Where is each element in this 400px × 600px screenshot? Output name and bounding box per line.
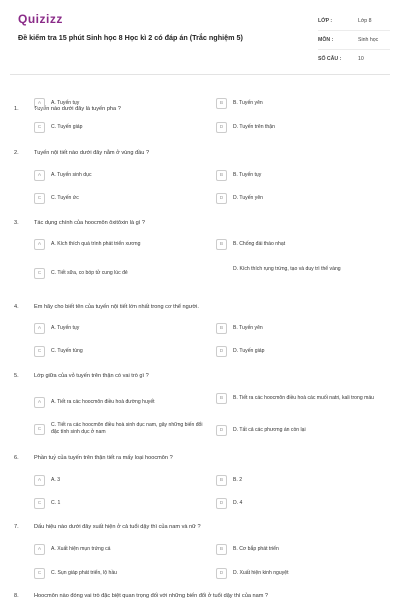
quizizz-logo: Quizizz [18,12,63,26]
option-d[interactable] [216,346,264,357]
worksheet-header [0,0,400,70]
option-letter: D [216,193,227,204]
option-letter: B [216,393,227,404]
question-text: Lớp giữa của vỏ tuyến trên thận có vai trò gì ? [34,373,149,379]
option-text: B. Tiết ra các hoocmôn điều hoà các muối natri, kali trong máu [233,395,374,401]
option-text: D. Tuyến trên thận [233,124,275,130]
option-text: C. Tiết ra các hoocmôn điều hoà sinh dục nam, gây những biến đổi đặc tính sinh dục ở nam [51,422,203,435]
option-text: C. Sụn giáp phát triển, lộ hầu [51,570,117,576]
option-text: D. 4 [233,500,243,506]
question-header [14,150,389,156]
option-letter: A [34,475,45,486]
option-text: D. Xuất hiện kinh nguyệt [233,570,289,576]
option-text: A. 3 [51,477,61,483]
option-text: D. Tuyến yên [233,195,264,201]
option-letter: B [216,544,227,555]
option-text: C. 1 [51,500,61,506]
option-text: B. Tuyến yên [233,100,263,106]
option-letter: C [34,346,45,357]
question-5 [14,373,389,379]
option-text: D. Kích thích rụng trứng, tạo và duy trì thể vàng [233,266,341,272]
option-c[interactable] [34,193,79,204]
option-letter: D [216,122,227,133]
option-letter: B [216,239,227,250]
option-letter: D [216,498,227,509]
question-number: 4. [14,304,19,310]
question-7 [14,524,389,530]
option-a[interactable] [34,544,110,555]
option-letter: B [216,98,227,109]
option-text: C. Tuyến tùng [51,348,83,354]
option-a[interactable] [34,239,140,250]
option-letter: B [216,323,227,334]
option-a[interactable] [34,323,79,334]
option-text: C. Tuyến ức [51,195,79,201]
option-c[interactable] [34,422,211,436]
question-header [14,373,389,379]
question-number: 3. [14,220,19,226]
meta-label: SỐ CÂU : [318,56,342,62]
question-number: 1. [14,106,19,112]
option-letter: B [216,475,227,486]
question-2 [14,150,389,156]
option-b[interactable] [216,544,279,555]
option-d[interactable] [216,425,306,436]
question-6 [14,455,389,461]
question-number: 5. [14,373,19,379]
meta-row-subject [318,31,390,50]
question-4 [14,304,389,310]
question-header [14,593,389,599]
question-number: 7. [14,524,19,530]
worksheet-meta [318,12,390,68]
option-text: B. Chống đái tháo nhạt [233,241,286,247]
option-letter: C [34,122,45,133]
question-number: 2. [14,150,19,156]
option-d[interactable] [216,193,263,204]
meta-row-class [318,12,390,31]
option-text: B. 2 [233,477,243,483]
option-text: A. Kích thích quá trình phát triển xương [51,241,141,247]
option-c[interactable] [34,568,117,579]
question-header [14,220,389,226]
question-3 [14,220,389,226]
option-b[interactable] [216,239,285,250]
question-text: Dấu hiệu nào dưới đây xuất hiện ở cả tuổi dậy thì của nam và nữ ? [34,524,201,530]
question-text: Tuyến nào dưới đây là tuyến pha ? [34,106,121,112]
option-b[interactable] [216,323,263,334]
option-d[interactable] [216,568,289,579]
option-a[interactable] [34,475,60,486]
option-b[interactable] [216,475,242,486]
question-header [14,455,389,461]
option-c[interactable] [34,122,82,133]
option-letter: A [34,98,45,109]
option-c[interactable] [34,268,128,279]
question-number: 8. [14,593,19,599]
option-letter: A [34,397,45,408]
meta-value: Sinh học [358,37,379,43]
option-b[interactable] [216,98,263,109]
option-d[interactable] [216,122,275,133]
option-text: C. Tiết sữa, co bóp tử cung lúc đẻ [51,270,128,276]
option-letter: C [34,424,45,435]
worksheet-title: Đề kiểm tra 15 phút Sinh học 8 Học kì 2 có đáp án (Trắc nghiệm 5) [18,33,243,42]
meta-value: 10 [358,56,364,62]
option-letter: C [34,498,45,509]
option-letter: A [34,170,45,181]
question-8 [14,593,389,599]
option-b[interactable] [216,170,261,181]
meta-value: Lớp 8 [358,18,372,24]
question-number: 6. [14,455,19,461]
option-letter: C [34,268,45,279]
option-letter: A [34,239,45,250]
option-text: A. Xuất hiện mụn trứng cá [51,546,111,552]
option-text: A. Tuyến tụy [51,100,80,106]
option-text: D. Tuyến giáp [233,348,265,354]
option-text: A. Tiết ra các hoocmôn điều hoà đường huyết [51,399,155,405]
option-c[interactable] [34,498,60,509]
option-letter: D [216,425,227,436]
option-text: B. Cơ bắp phát triển [233,546,279,552]
header-divider [10,74,390,75]
option-b[interactable] [216,393,388,404]
question-header [14,304,389,310]
option-a[interactable] [34,397,155,408]
question-text: Em hãy cho biết tên của tuyến nội tiết lớn nhất trong cơ thể người. [34,304,199,310]
option-letter: C [34,193,45,204]
option-a[interactable] [34,98,79,109]
option-letter: A [34,323,45,334]
question-header [14,524,389,530]
option-text: A. Tuyến sinh dục [51,172,92,178]
option-letter: B [216,170,227,181]
option-text: B. Tuyến yên [233,325,263,331]
option-letter: C [34,568,45,579]
option-d[interactable] [216,264,398,275]
option-a[interactable] [34,170,92,181]
option-text: C. Tuyến giáp [51,124,83,130]
option-text: B. Tuyến tụy [233,172,262,178]
option-c[interactable] [34,346,83,357]
meta-label: MÔN : [318,37,334,43]
meta-row-count [318,50,390,68]
option-d[interactable] [216,498,242,509]
question-text: Hoocmôn nào đóng vai trò đặc biệt quan trọng đối với những biến đổi ở tuổi dậy thì của nam ? [34,593,269,599]
question-text: Phần tuỷ của tuyến trên thận tiết ra mấy loại hoocmôn ? [34,455,173,461]
option-text: D. Tất cả các phương án còn lại [233,427,306,433]
question-text: Tác dụng chính của hoocmôn ôxitôxin là gì ? [34,220,146,226]
option-text: A. Tuyến tụy [51,325,80,331]
option-letter: D [216,346,227,357]
option-letter: D [216,568,227,579]
question-text: Tuyến nội tiết nào dưới đây nằm ở vùng đầu ? [34,150,150,156]
option-letter: A [34,544,45,555]
meta-label: LỚP : [318,18,333,24]
